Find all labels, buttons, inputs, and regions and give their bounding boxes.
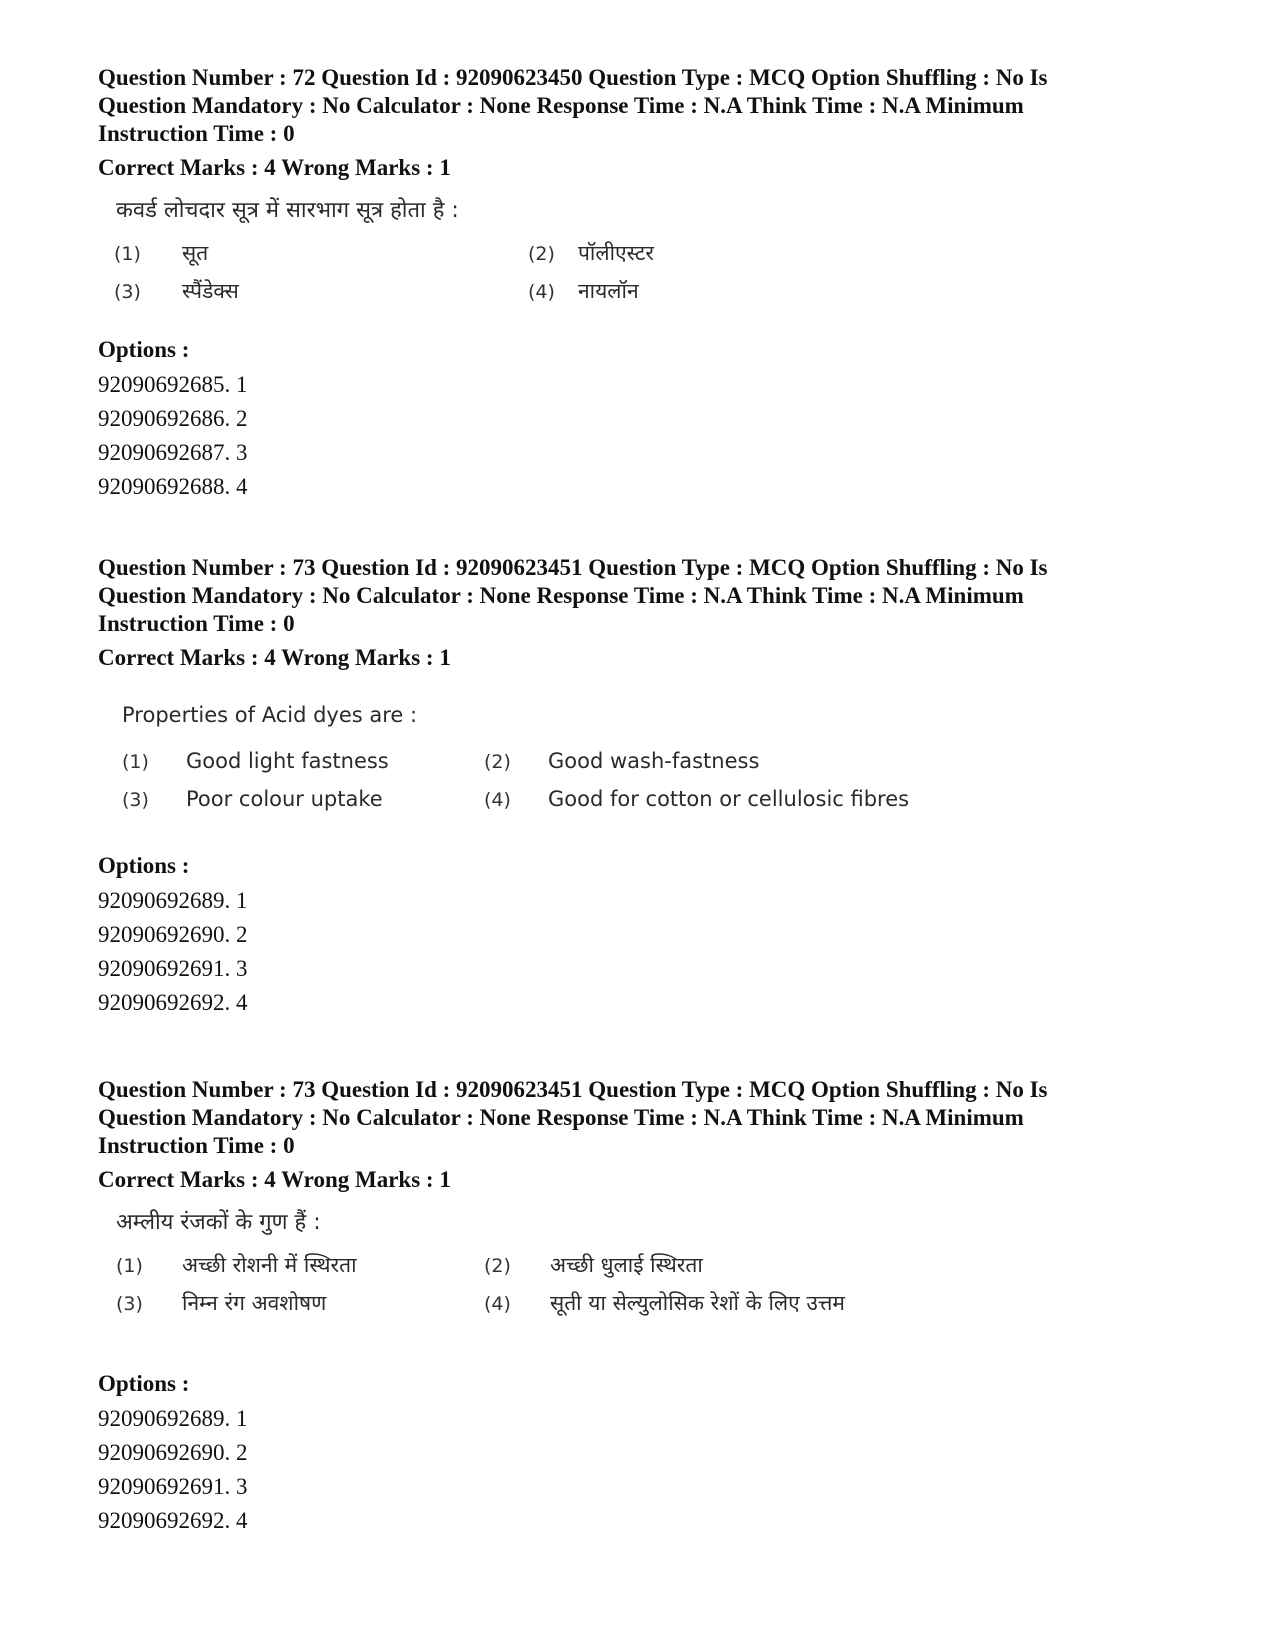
question-meta-line: Question Number : 73 Question Id : 92090623451 Question Type : MCQ Option Shuffling : No Is (98, 1077, 1048, 1102)
marks-line: Correct Marks : 4 Wrong Marks : 1 (98, 645, 451, 670)
question-meta-line: Question Number : 72 Question Id : 92090623450 Question Type : MCQ Option Shuffling : No Is (98, 65, 1048, 90)
choice-4: (4) सूती या सेल्युलोसिक रेशों के लिए उत्तम (484, 1291, 845, 1315)
choice-grid (98, 1250, 1178, 1334)
option-item: 92090692687. 3 (98, 440, 248, 465)
option-item: 92090692692. 4 (98, 990, 248, 1015)
question-text: अम्लीय रंजकों के गुण हैं : (116, 1210, 321, 1235)
option-item: 92090692688. 4 (98, 474, 248, 499)
options-title: Options : (98, 337, 190, 362)
question-image (98, 1208, 1178, 1334)
options-title: Options : (98, 1371, 190, 1396)
choice-3: (3) Poor colour uptake (122, 787, 383, 811)
question-text: कवर्ड लोचदार सूत्र में सारभाग सूत्र होता है : (116, 198, 459, 223)
question-block-73-english (98, 554, 1178, 1020)
question-meta-line: Question Mandatory : No Calculator : None Response Time : N.A Think Time : N.A Minimum (98, 1105, 1024, 1130)
option-item: 92090692691. 3 (98, 1474, 248, 1499)
option-item: 92090692689. 1 (98, 1406, 248, 1431)
question-meta-line: Instruction Time : 0 (98, 611, 295, 636)
choice-grid (98, 238, 1178, 322)
choice-4: (4) Good for cotton or cellulosic fibres (484, 787, 910, 811)
question-text: Properties of Acid dyes are : (122, 703, 418, 727)
options-list (98, 368, 1178, 504)
marks-line: Correct Marks : 4 Wrong Marks : 1 (98, 155, 451, 180)
question-block-72 (98, 64, 1178, 504)
question-meta-line: Instruction Time : 0 (98, 121, 295, 146)
options-title: Options : (98, 853, 190, 878)
choice-1: (1) Good light fastness (122, 749, 389, 773)
option-item: 92090692686. 2 (98, 406, 248, 431)
options-list (98, 1402, 1178, 1538)
question-meta-line: Question Number : 73 Question Id : 92090623451 Question Type : MCQ Option Shuffling : No Is (98, 555, 1048, 580)
question-image (98, 196, 1178, 322)
question-meta-line: Question Mandatory : No Calculator : None Response Time : N.A Think Time : N.A Minimum (98, 93, 1024, 118)
question-meta-line: Instruction Time : 0 (98, 1133, 295, 1158)
choice-grid (98, 746, 1178, 830)
choice-2: (2) Good wash-fastness (484, 749, 760, 773)
question-image (98, 700, 1178, 830)
choice-2: (2) पॉलीएस्टर (528, 241, 654, 265)
option-item: 92090692690. 2 (98, 1440, 248, 1465)
question-meta-line: Question Mandatory : No Calculator : None Response Time : N.A Think Time : N.A Minimum (98, 583, 1024, 608)
option-item: 92090692685. 1 (98, 372, 248, 397)
options-list (98, 884, 1178, 1020)
choice-3: (3) स्पैंडेक्स (114, 279, 239, 303)
option-item: 92090692689. 1 (98, 888, 248, 913)
option-item: 92090692692. 4 (98, 1508, 248, 1533)
choice-1: (1) सूत (114, 241, 209, 265)
choice-1: (1) अच्छी रोशनी में स्थिरता (116, 1253, 357, 1277)
choice-2: (2) अच्छी धुलाई स्थिरता (484, 1253, 703, 1277)
choice-4: (4) नायलॉन (528, 279, 639, 303)
marks-line: Correct Marks : 4 Wrong Marks : 1 (98, 1167, 451, 1192)
choice-3: (3) निम्न रंग अवशोषण (116, 1291, 327, 1315)
option-item: 92090692691. 3 (98, 956, 248, 981)
option-item: 92090692690. 2 (98, 922, 248, 947)
question-block-73-hindi (98, 1076, 1178, 1538)
